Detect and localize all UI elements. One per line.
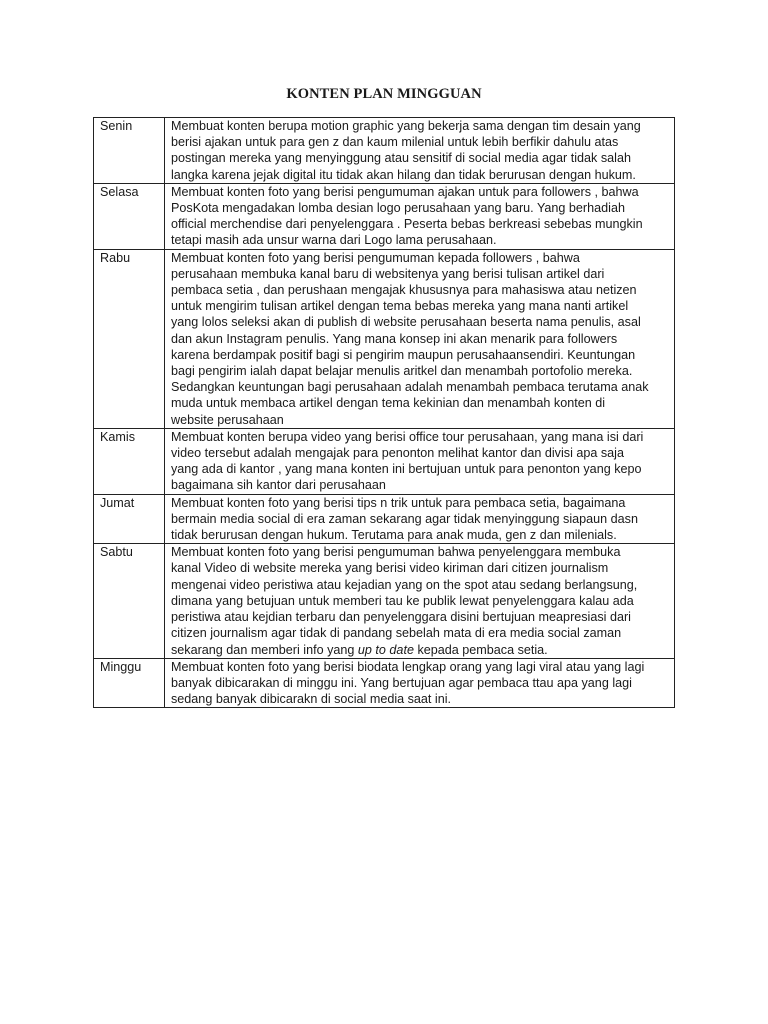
content-line: bermain media social di era zaman sekarang agar tidak menyinggung siapaun dasn <box>171 511 638 526</box>
content-line: bagaimana sih kantor dari perusahaan <box>171 478 386 493</box>
content-line: karena berdampak positif bagi si pengirim maupun perusahaansendiri. Keuntungan <box>171 347 636 362</box>
content-cell <box>165 494 675 544</box>
content-line: mengenai video peristiwa atau kejadian yang on the spot atau sedang berlangsung, <box>171 577 638 592</box>
content-cell <box>165 183 675 249</box>
document-title: KONTEN PLAN MINGGUAN <box>286 86 482 102</box>
content-cell <box>165 428 675 494</box>
content-line: dan akun Instagram penulis. Yang mana konsep ini akan menarik para followers <box>171 331 618 346</box>
day-cell: Kamis <box>94 428 165 494</box>
weekly-plan-body <box>94 118 675 708</box>
content-line: perusahaan membuka kanal baru di websitenya yang berisi tulisan artikel dari <box>171 266 605 281</box>
content-cell <box>165 544 675 658</box>
content-line: muda untuk membaca artikel dengan tema kekinian dan menambah konten di <box>171 396 606 411</box>
content-line: yang ada di kantor , yang mana konten ini bertujuan untuk para penonton yang kepo <box>171 462 642 477</box>
content-line: PosKota mengadakan lomba desian logo perusahaan yang baru. Yang berhadiah <box>171 201 625 216</box>
day-cell: Sabtu <box>94 544 165 658</box>
content-line: banyak dibicarakan di minggu ini. Yang bertujuan agar pembaca ttau apa yang lagi <box>171 675 632 690</box>
weekly-plan-table <box>93 117 675 708</box>
content-line: tidak berurusan dengan hukum. Terutama para anak muda, gen z dan milenials. <box>171 528 617 543</box>
content-cell <box>165 118 675 184</box>
content-line: Membuat konten foto yang berisi tips n trik untuk para pembaca setia, bagaimana <box>171 495 626 510</box>
content-line: pembaca setia , dan perushaan mengajak khususnya para mahasiswa atau netizen <box>171 283 637 298</box>
day-cell: Rabu <box>94 249 165 428</box>
content-line: bagi pengirim ialah dapat belajar menulis aritkel dan menambah portofolio mereka. <box>171 364 633 379</box>
content-line: video tersebut adalah mengajak para penonton melihat kantor dan divisi apa saja <box>171 446 624 461</box>
plan-row <box>94 428 675 494</box>
content-line: dimana yang betujuan untuk memberi tau ke publik lewat penyelenggara kalau ada <box>171 593 634 608</box>
content-line: langka karena jejak digital itu tidak akan hilang dan tidak berurusan dengan hukum. <box>171 167 636 182</box>
content-cell <box>165 249 675 428</box>
content-line: berisi ajakan untuk para gen z dan kaum milenial untuk lebih berfikir dahulu atas <box>171 135 619 150</box>
plan-row <box>94 249 675 428</box>
content-line-italic-text: up to date <box>357 642 414 657</box>
day-cell: Minggu <box>94 658 165 708</box>
content-line: peristiwa atau kejdian terbaru dan penyelenggara disini bertujuan meapresiasi dari <box>171 610 631 625</box>
content-line: Membuat konten berupa motion graphic yang bekerja sama dengan tim desain yang <box>171 119 641 133</box>
content-cell <box>165 658 675 708</box>
content-line: official merchendise dari penyelenggara . Peserta bebas berkreasi sebebas mungkin <box>171 217 643 232</box>
content-line <box>171 642 670 658</box>
content-line: tetapi masih ada unsur warna dari Logo lama perusahaan. <box>171 233 497 248</box>
plan-row <box>94 544 675 658</box>
content-line: yang lolos seleksi akan di publish di website perusahaan beserta nama penulis, asal <box>171 315 641 330</box>
content-line: Membuat konten foto yang berisi pengumuman bahwa penyelenggara membuka <box>171 545 621 560</box>
plan-row <box>94 494 675 544</box>
plan-row <box>94 118 675 184</box>
day-cell: Jumat <box>94 494 165 544</box>
content-line: postingan mereka yang menyinggung atau sensitif di social media agar tidak salah <box>171 151 631 166</box>
content-line: kanal Video di website mereka yang berisi video kiriman dari citizen journalism <box>171 561 609 576</box>
day-cell: Senin <box>94 118 165 184</box>
plan-row <box>94 658 675 708</box>
content-line: website perusahaan <box>171 412 284 427</box>
content-line: untuk mengirim tulisan artikel dengan tema bebas mereka yang mana nanti artikel <box>171 299 629 314</box>
day-cell: Selasa <box>94 183 165 249</box>
content-line: Sedangkan keuntungan bagi perusahaan adalah menambah pembaca terutama anak <box>171 380 649 395</box>
content-line: citizen journalism agar tidak di pandang sebelah mata di era media social zaman <box>171 626 622 641</box>
content-line-text: sekarang dan memberi info yang <box>171 642 358 657</box>
content-line-text: kepada pembaca setia. <box>413 642 548 657</box>
content-line: Membuat konten berupa video yang berisi office tour perusahaan, yang mana isi dari <box>171 429 644 444</box>
content-line: Membuat konten foto yang berisi biodata lengkap orang yang lagi viral atau yang lagi <box>171 659 645 674</box>
content-line: Membuat konten foto yang berisi pengumuman ajakan untuk para followers , bahwa <box>171 184 639 199</box>
content-line: Membuat konten foto yang berisi pengumuman kepada followers , bahwa <box>171 250 580 265</box>
plan-row <box>94 183 675 249</box>
content-line: sedang banyak dibicarakn di social media saat ini. <box>171 692 452 707</box>
